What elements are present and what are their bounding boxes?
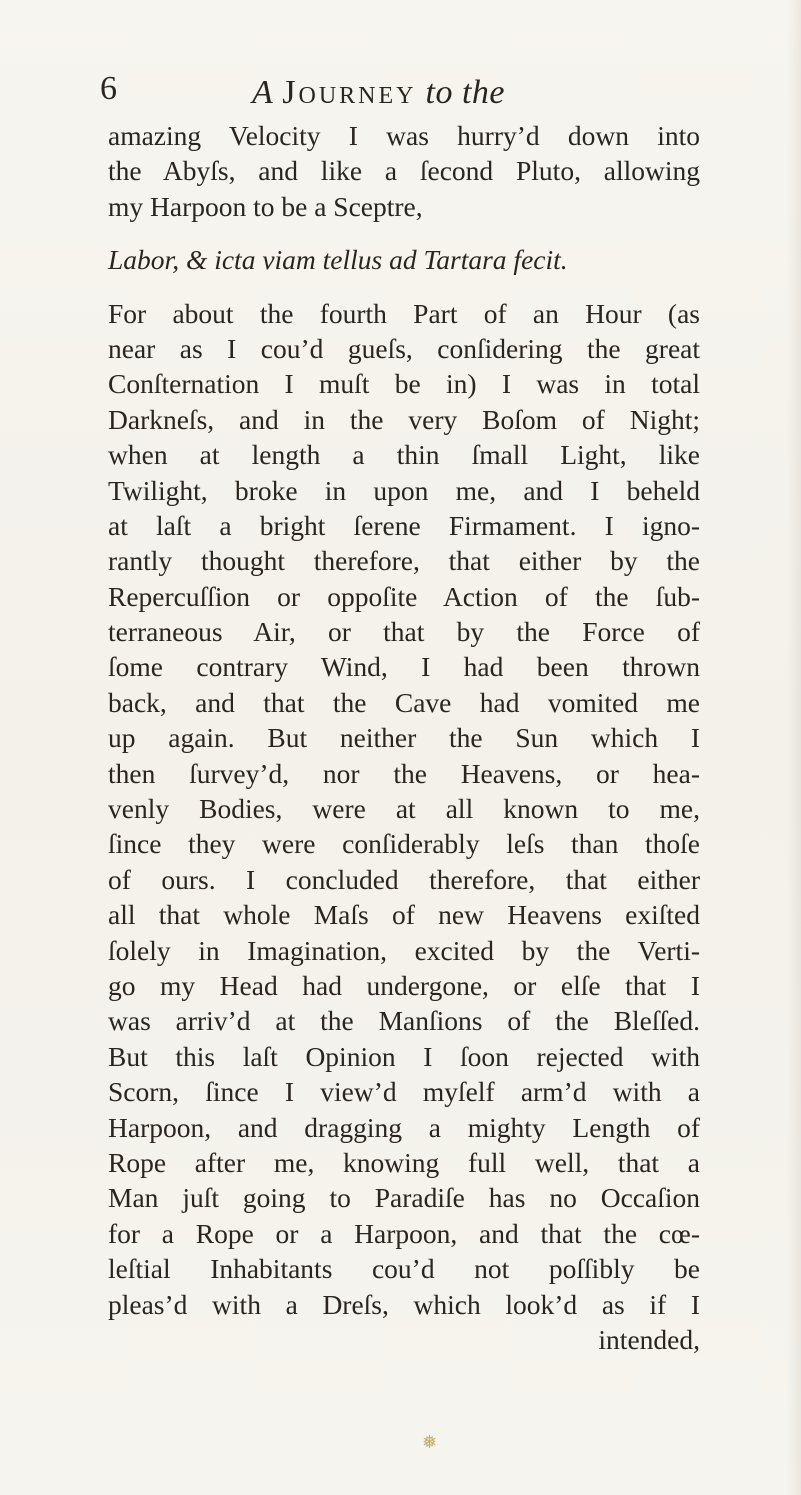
text-line: pleas’d with a Dreſs, which look’d as if I <box>108 1288 700 1320</box>
text-line: Rope after me, knowing full well, that a <box>108 1146 700 1178</box>
text-line: For about the fourth Part of an Hour (as <box>108 297 700 329</box>
text-line: of ours. I concluded therefore, that either <box>108 863 700 895</box>
text-line: ſome contrary Wind, I had been thrown <box>108 651 700 683</box>
text-line: the Abyſs, and like a ſecond Pluto, allowing <box>108 155 700 187</box>
text-line: venly Bodies, were at all known to me, <box>108 793 700 825</box>
page-header <box>100 70 720 120</box>
text-line: Scorn, ſince I view’d myſelf arm’d with a <box>108 1076 700 1108</box>
text-line: Darkneſs, and in the very Boſom of Night; <box>108 403 700 435</box>
running-head <box>252 76 505 110</box>
text-line: ſolely in Imagination, excited by the Verti- <box>108 934 700 966</box>
running-head-rest: to the <box>425 74 505 111</box>
text-line: amazing Velocity I was hurry’d down into <box>108 120 700 151</box>
body-text <box>108 118 700 1357</box>
page-number: 6 <box>100 70 117 107</box>
text-line: Harpoon, and dragging a mighty Length of <box>108 1111 700 1143</box>
running-head-word: Journey <box>282 74 417 111</box>
text-line: when at length a thin ſmall Light, like <box>108 439 700 471</box>
text-line: my Harpoon to be a Sceptre, <box>108 190 423 222</box>
text-line: was arriv’d at the Manſions of the Bleſſed. <box>108 1005 700 1037</box>
text-line: go my Head had undergone, or elſe that I <box>108 969 700 1001</box>
text-line: leſtial Inhabitants cou’d not poſſibly be <box>108 1253 700 1285</box>
text-line: Repercuſſion or oppoſite Action of the ſub- <box>108 580 700 612</box>
text-line: But this laſt Opinion I ſoon rejected with <box>108 1040 700 1072</box>
text-line: near as I cou’d gueſs, conſidering the great <box>108 332 700 364</box>
text-line: Twilight, broke in upon me, and I beheld <box>108 474 700 506</box>
text-line: rantly thought therefore, that either by the <box>108 545 700 577</box>
text-line: back, and that the Cave had vomited me <box>108 686 700 718</box>
text-line: up again. But neither the Sun which I <box>108 722 700 754</box>
text-line: Conſternation I muſt be in) I was in total <box>108 368 700 400</box>
text-line: all that whole Maſs of new Heavens exiſted <box>108 899 700 931</box>
running-head-article: A <box>252 74 274 111</box>
catchword: intended, <box>598 1323 700 1355</box>
ink-mark-icon: ❅ <box>422 1432 438 1453</box>
text-line: at laſt a bright ſerene Firmament. I igno- <box>108 509 700 541</box>
text-line: Man juſt going to Paradiſe has no Occaſion <box>108 1182 700 1214</box>
page-edge-shadow <box>787 0 801 1495</box>
text-line: ſince they were conſiderably leſs than thoſe <box>108 828 700 860</box>
text-line: terraneous Air, or that by the Force of <box>108 616 700 648</box>
text-line: then ſurvey’d, nor the Heavens, or hea- <box>108 757 700 789</box>
latin-quotation: Labor, & icta viam tellus ad Tartara fecit. <box>108 244 568 276</box>
text-line: for a Rope or a Harpoon, and that the cœ- <box>108 1217 700 1249</box>
